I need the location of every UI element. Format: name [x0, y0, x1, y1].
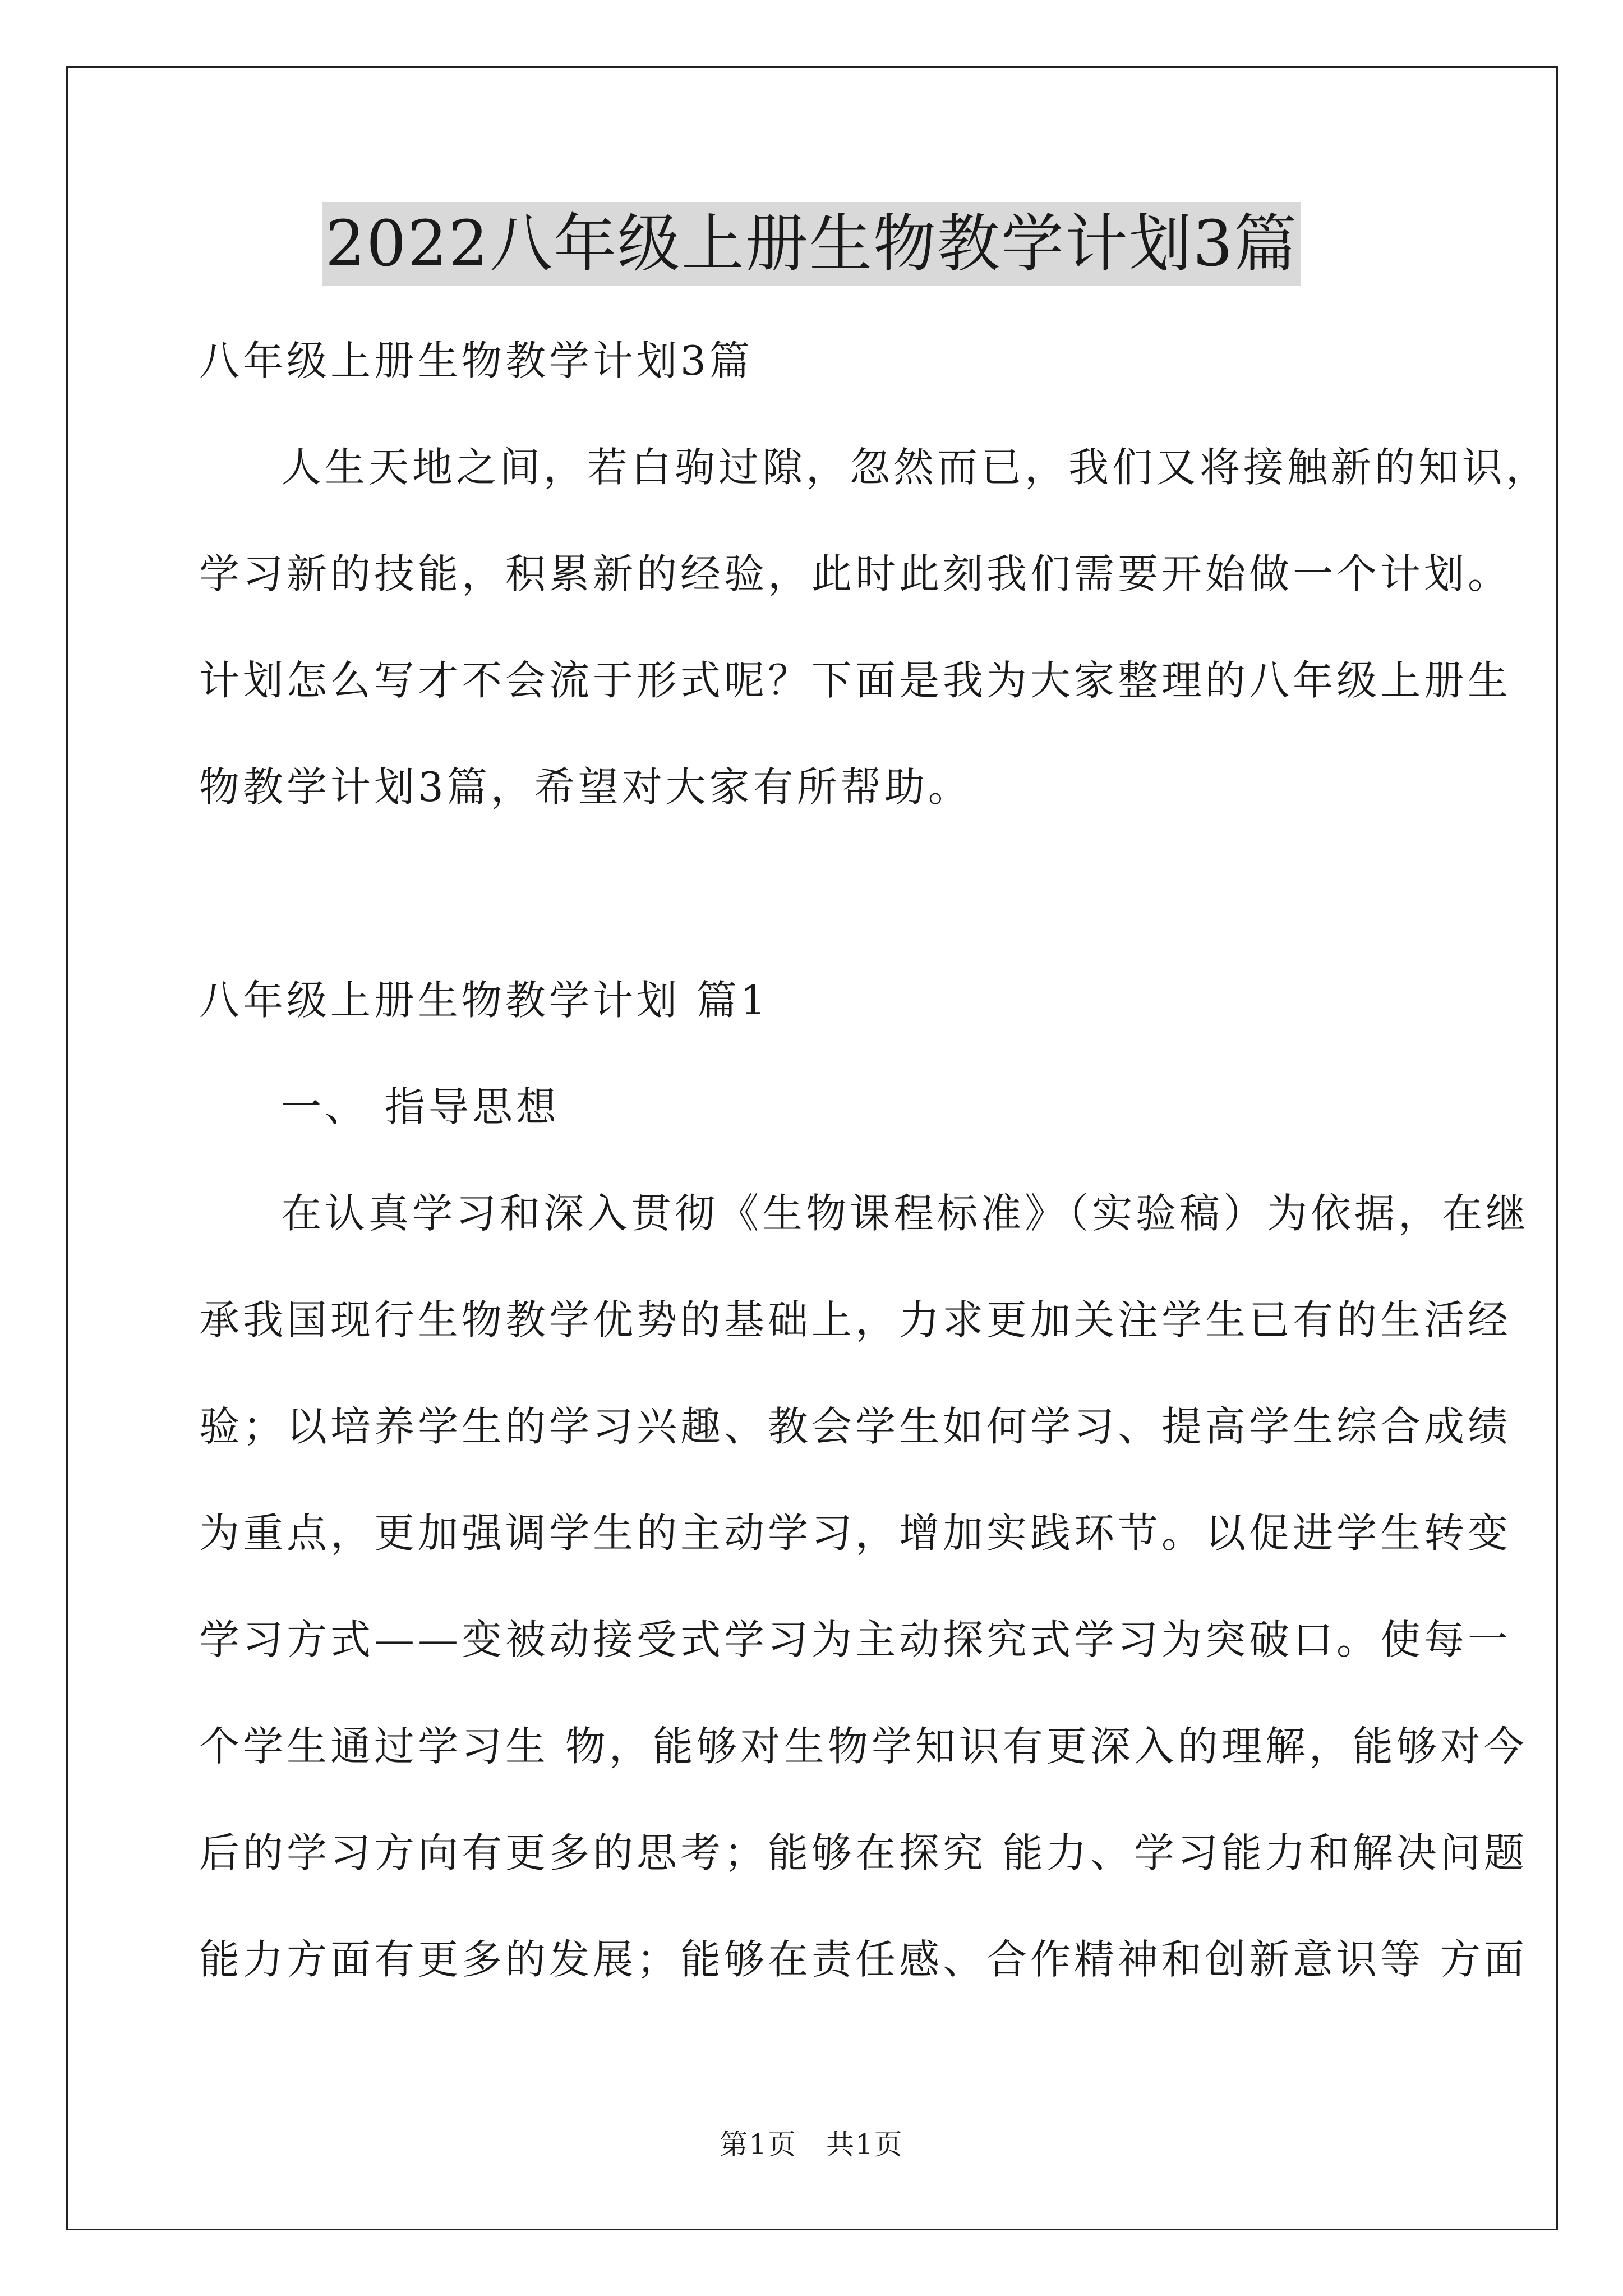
- body-line-5: 学习方式——变被动接受式学习为主动探究式学习为突破口。使每一: [199, 1616, 1512, 1663]
- title-container: [0, 202, 1623, 286]
- page-number-label: 第1页 共1页: [720, 2128, 903, 2161]
- body-line-4: 为重点，更加强调学生的主动学习，增加实践环节。以促进学生转变: [199, 1510, 1512, 1557]
- body-line-3: 验；以培养学生的学习兴趣、教会学生如何学习、提高学生综合成绩: [199, 1403, 1512, 1450]
- section-heading: 八年级上册生物教学计划 篇1: [199, 977, 769, 1024]
- intro-line-3: 计划怎么写才不会流于形式呢？下面是我为大家整理的八年级上册生: [199, 657, 1512, 704]
- body-line-1: 在认真学习和深入贯彻《生物课程标准》（实验稿）为依据，在继: [281, 1190, 1530, 1237]
- intro-line-4: 物教学计划3篇，希望对大家有所帮助。: [199, 763, 972, 811]
- page-footer: [0, 2125, 1623, 2164]
- document-body: [199, 307, 1550, 2013]
- paragraph-gap: [199, 840, 1444, 947]
- subsection-heading: 一、 指导思想: [281, 1083, 560, 1130]
- body-line-6: 个学生通过学习生 物，能够对生物学知识有更深入的理解，能够对今: [199, 1723, 1528, 1770]
- body-line-2: 承我国现行生物教学优势的基础上，力求更加关注学生已有的生活经: [199, 1296, 1512, 1343]
- document-subtitle: 八年级上册生物教学计划3篇: [199, 337, 753, 384]
- intro-line-2: 学习新的技能，积累新的经验，此时此刻我们需要开始做一个计划。: [199, 550, 1512, 597]
- document-title: 2022八年级上册生物教学计划3篇: [322, 202, 1301, 286]
- body-line-7: 后的学习方向有更多的思考；能够在探究 能力、学习能力和解决问题: [199, 1829, 1528, 1876]
- intro-line-1: 人生天地之间，若白驹过隙，忽然而已，我们又将接触新的知识，: [281, 444, 1550, 491]
- body-line-8: 能力方面有更多的发展；能够在责任感、合作精神和创新意识等 方面: [199, 1936, 1528, 1983]
